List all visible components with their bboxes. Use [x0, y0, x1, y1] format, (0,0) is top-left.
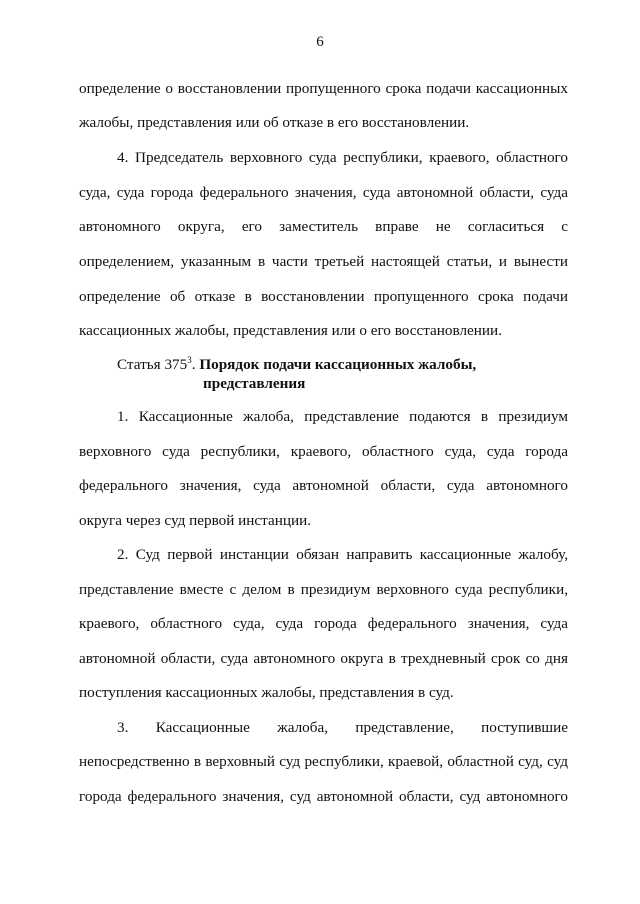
text-line: 3. Кассационные жалоба, представление, поступившие [117, 719, 568, 736]
text-line: определением, указанным в части третьей настоящей статьи, и вынести [79, 253, 568, 270]
text-line: определение о восстановлении пропущенного срока подачи кассационных [79, 80, 568, 97]
text-line: непосредственно в верховный суд республики, краевой, областной суд, суд [79, 753, 568, 770]
text-line: 2. Суд первой инстанции обязан направить кассационные жалобу, [117, 546, 568, 563]
text-line: краевого, областного суда, суда города федерального значения, суда [79, 615, 568, 632]
text-line: автономного округа, его заместитель вправе не согласиться с [79, 218, 568, 235]
text-line: жалобы, представления или об отказе в его восстановлении. [79, 114, 470, 131]
text-line: федерального значения, суда автономной области, суда автономного [79, 477, 568, 494]
article-prefix: Статья 375 [117, 356, 188, 373]
text-line: поступления кассационных жалобы, представления в суд. [79, 684, 454, 701]
text-line: определение об отказе в восстановлении пропущенного срока подачи [79, 288, 568, 305]
text-line: 4. Председатель верховного суда республики, краевого, областного [117, 149, 568, 166]
text-line: кассационных жалобы, представления или о его восстановлении. [79, 322, 502, 339]
article-title-line1: Порядок подачи кассационных жалобы, [199, 356, 477, 373]
text-line: округа через суд первой инстанции. [79, 512, 312, 529]
article-title-line2: представления [203, 375, 306, 392]
page-number: 6 [316, 34, 324, 50]
text-line: города федерального значения, суд автономной области, суд автономного [79, 788, 568, 805]
text-line: 1. Кассационные жалоба, представление подаются в президиум [117, 408, 568, 425]
article-superscript: 3 [187, 355, 192, 365]
article-heading [117, 355, 476, 375]
text-line: верховного суда республики, краевого, областного суда, суда города [79, 443, 568, 460]
text-line: представление вместе с делом в президиум верховного суда республики, [79, 581, 568, 598]
text-line: автономной области, суда автономного округа в трехдневный срок со дня [79, 650, 568, 667]
text-line: суда, суда города федерального значения, суда автономной области, суда [79, 184, 568, 201]
article-dot: . [191, 356, 196, 373]
